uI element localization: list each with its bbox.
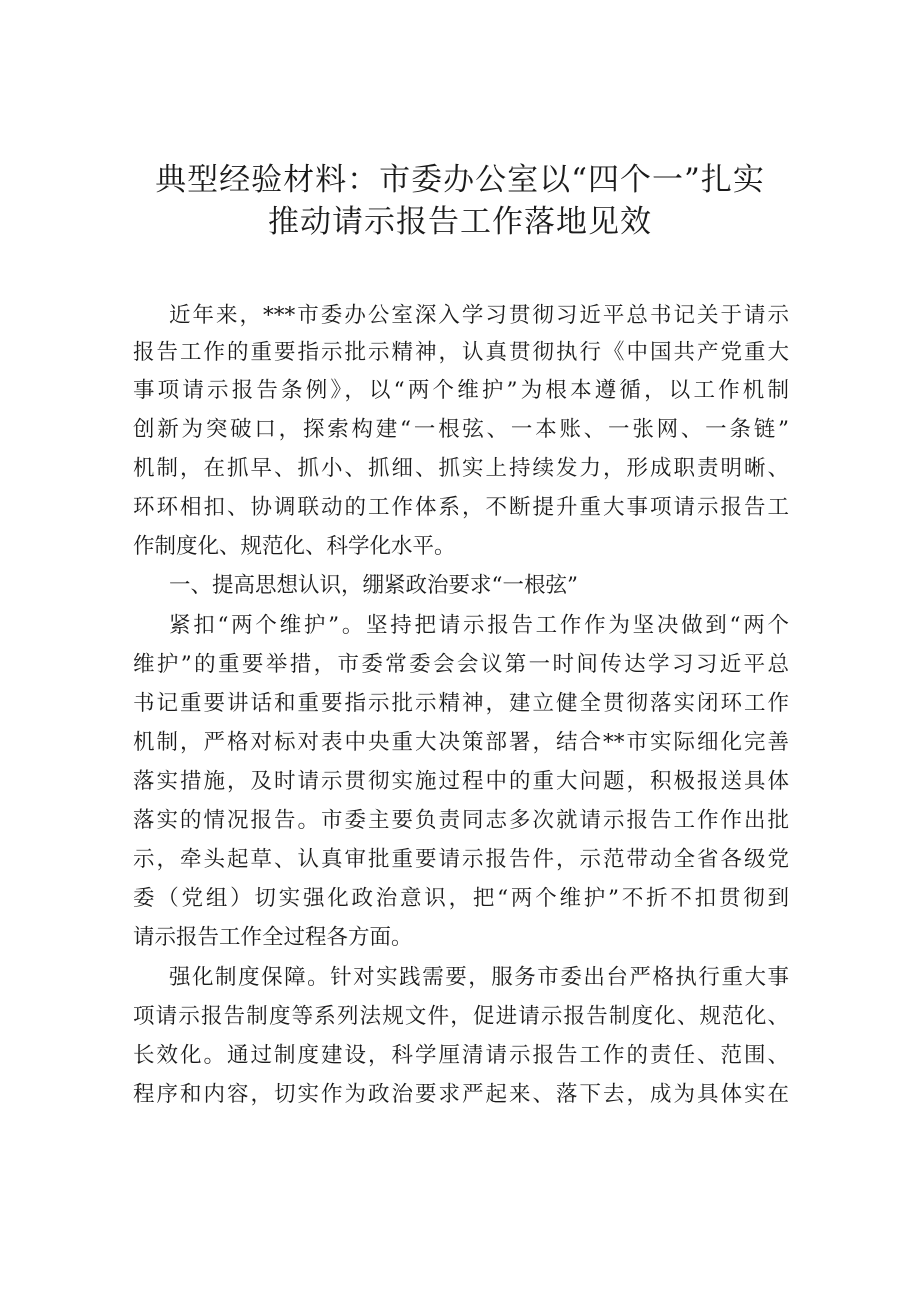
paragraph-line: 作制度化、规范化、科学化水平。 — [133, 534, 456, 559]
paragraph-line: 落实的情况报告。市委主要负责同志多次就请示报告工作作出批 — [133, 808, 789, 833]
section-heading: 一、提高思想认识，绷紧政治要求“一根弦” — [169, 573, 578, 598]
paragraph-line: 机制，在抓早、抓小、抓细、抓实上持续发力，形成职责明晰、 — [133, 456, 789, 481]
paragraph-line: 近年来，***市委办公室深入学习贯彻习近平总书记关于请示 — [169, 303, 789, 328]
paragraph-line: 维护”的重要举措，市委常委会会议第一时间传达学习习近平总 — [133, 652, 789, 677]
paragraph-line: 长效化。通过制度建设，科学厘清请示报告工作的责任、范围、 — [133, 1043, 789, 1068]
paragraph-line: 落实措施，及时请示贯彻实施过程中的重大问题，积极报送具体 — [133, 769, 789, 794]
paragraph-line: 项请示报告制度等系列法规文件，促进请示报告制度化、规范化、 — [133, 1004, 789, 1029]
paragraph-line: 示，牵头起草、认真审批重要请示报告件，示范带动全省各级党 — [133, 847, 789, 872]
paragraph-line: 机制，严格对标对表中央重大决策部署，结合**市实际细化完善 — [133, 730, 789, 755]
paragraph-line: 书记重要讲话和重要指示批示精神，建立健全贯彻落实闭环工作 — [133, 691, 789, 716]
paragraph-line: 创新为突破口，探索构建“一根弦、一本账、一张网、一条链” — [133, 417, 789, 442]
paragraph-line: 环环相扣、协调联动的工作体系，不断提升重大事项请示报告工 — [133, 495, 789, 520]
paragraph-line: 程序和内容，切实作为政治要求严起来、落下去，成为具体实在 — [133, 1082, 789, 1107]
paragraph-line: 事项请示报告条例》，以“两个维护”为根本遵循，以工作机制 — [133, 378, 789, 403]
paragraph-line: 请示报告工作全过程各方面。 — [133, 925, 413, 950]
paragraph-line: 紧扣“两个维护”。坚持把请示报告工作作为坚决做到“两个 — [169, 613, 789, 638]
document-title-line-1: 典型经验材料：市委办公室以“四个一”扎实 — [155, 162, 765, 198]
document-title-line-2: 推动请示报告工作落地见效 — [268, 204, 652, 240]
paragraph-line: 强化制度保障。针对实践需要，服务市委出台严格执行重大事 — [169, 965, 789, 990]
paragraph-line: 报告工作的重要指示批示精神，认真贯彻执行《中国共产党重大 — [133, 340, 789, 365]
paragraph-line: 委（党组）切实强化政治意识，把“两个维护”不折不扣贯彻到 — [133, 886, 789, 911]
